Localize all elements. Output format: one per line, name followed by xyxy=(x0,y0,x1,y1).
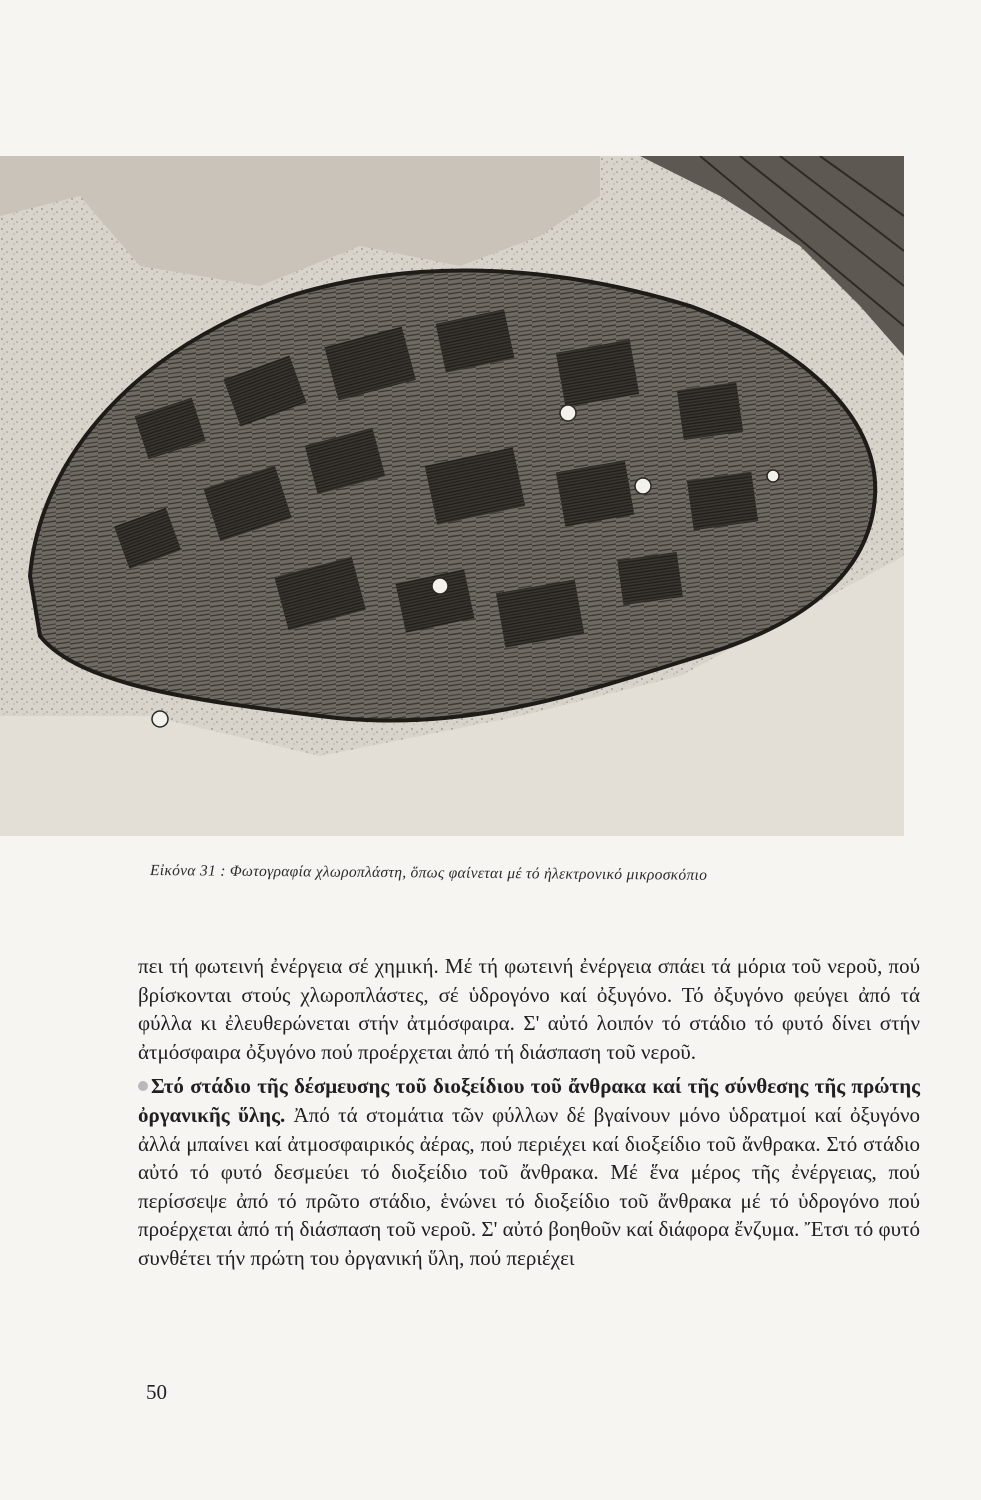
paragraph-heading: Στό στάδιο τῆς δέσμευσης τοῦ διοξείδιου τοῦ ἄνθρακα καί τῆς σύνθεσης τῆς πρώτης ὀργανικῆς ὕλης. xyxy=(138,1074,920,1127)
figure-caption: Εἰκόνα 31 : Φωτογραφία χλωροπλάστη, ὅπως φαίνεται μέ τό ἠλεκτρονικό μικροσκόπιο xyxy=(149,862,708,884)
page-number: 50 xyxy=(146,1380,167,1404)
chloroplast-micrograph-icon xyxy=(0,156,904,836)
bullet-icon xyxy=(138,1081,148,1091)
paragraph-2-text: Ἀπό τά στομάτια τῶν φύλλων δέ βγαίνουν μόνο ὑδρατμοί καί ὀξυγόνο ἀλλά μπαίνει καί ἀτμοσφαιρικός ἀέρας, πού περιέχει καί διοξείδιο τοῦ ἄνθρακα. Στό στάδιο αὐτό τό φυτό δεσμεύει τό διοξείδιο τοῦ ἄνθρακα. Μέ ἕνα μέρος τῆς ἐνέργειας, πού περίσσεψε ἀπό τό πρῶτο στάδιο, ἑνώνει τό διοξείδιο τοῦ ἄνθρακα μέ τό ὑδρογόνο πού προέρχεται ἀπό τή διάσπαση τοῦ νεροῦ. Σ' αὐτό βοηθοῦν καί διάφορα ἔνζυμα. Ἔτσι τό φυτό συνθέτει τήν πρώτη του ὀργανική ὕλη, πού περιέχει xyxy=(138,1102,920,1270)
body-text xyxy=(138,952,920,1273)
paragraph-2 xyxy=(138,1072,920,1272)
paragraph-1: πει τή φωτεινή ἐνέργεια σέ χημική. Μέ τή φωτεινή ἐνέργεια σπάει τά μόρια τοῦ νεροῦ, πού βρίσκονται στούς χλωροπλάστες, σέ ὑδρογόνο καί ὀξυγόνο. Τό ὀξυγόνο φεύγει ἀπό τά φύλλα κι ἐλευθερώνεται στήν ἀτμόσφαιρα. Σ' αὐτό λοιπόν τό στάδιο τό φυτό δίνει στήν ἀτμόσφαιρα ὀξυγόνο πού προέρχεται ἀπό τή διάσπαση τοῦ νεροῦ. xyxy=(138,954,920,1064)
chloroplast-micrograph xyxy=(0,156,904,836)
